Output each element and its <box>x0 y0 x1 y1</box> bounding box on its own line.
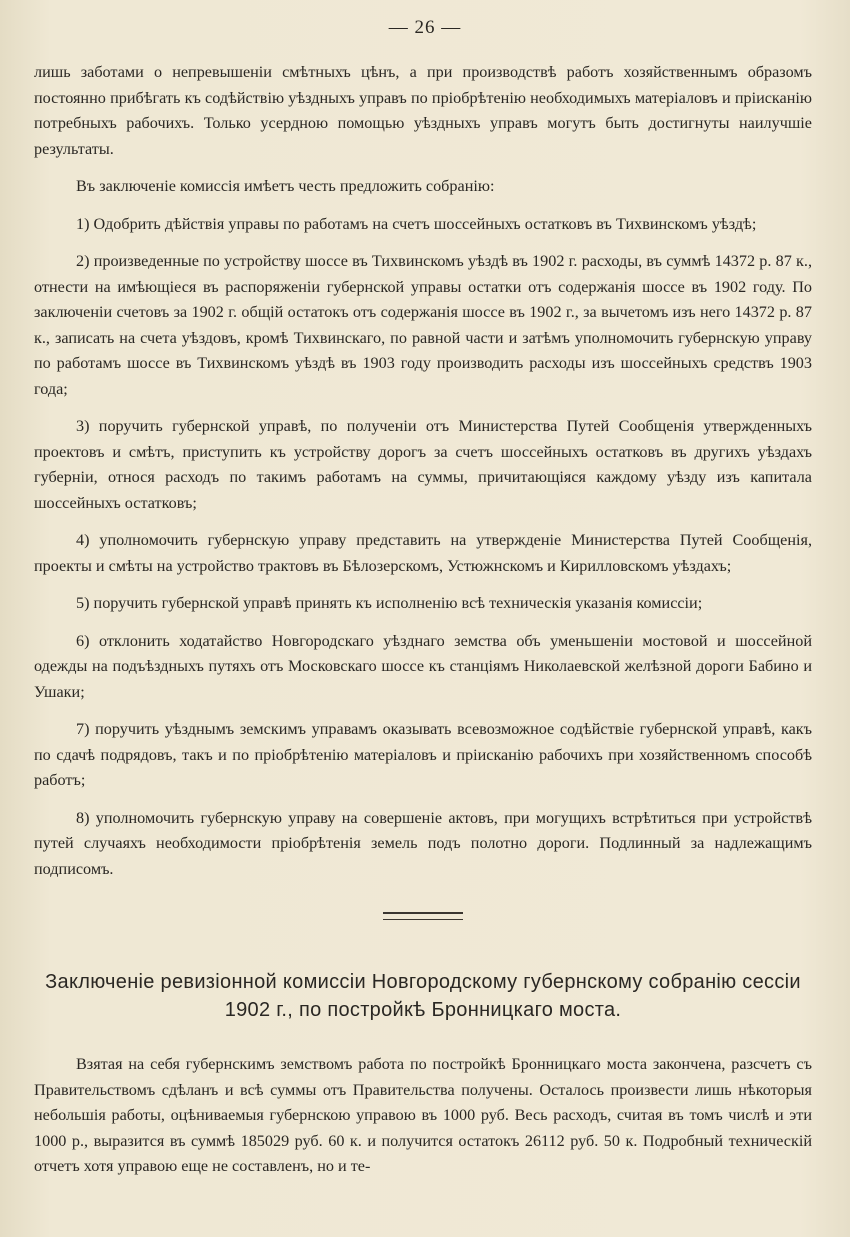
list-item-2: 2) произведенные по устройству шоссе въ Тихвинскомъ уѣздѣ въ 1902 г. расходы, въ суммѣ 14372 р. 87 к., отнести на имѣющiеся въ распоряженiи губернской управы остатки отъ содержанiя шоссе въ 1902 году. По заключенiи счетовъ за 1902 г. общiй остатокъ отъ содержанiя шоссе въ 1902 г., за вычетомъ изъ него 14372 р. 87 к., записать на счета уѣздовъ, кромѣ Тихвинскаго, по равной части и затѣмъ уполномочить губернскую управу по работамъ шоссе въ Тихвинскомъ уѣздѣ въ 1903 году производить расходы изъ шоссейныхъ средствъ 1903 года; <box>34 252 812 398</box>
paragraph-continuation: лишь заботами о непревышенiи смѣтныхъ цѣнъ, а при производствѣ работъ хозяйственнымъ образомъ постоянно прибѣгать къ содѣйствiю уѣздныхъ управъ по прiобрѣтенiю необходимыхъ матерiаловъ и прiисканiю потребныхъ рабочихъ. Только усердною помощью уѣздныхъ управъ могутъ быть достигнуты наилучшiе результаты. <box>34 63 812 158</box>
paragraph-bridge: Взятая на себя губернскимъ земствомъ работа по постройкѣ Бронницкаго моста закончена, разсчетъ съ Правительствомъ сдѣланъ и всѣ суммы отъ Правительства получены. Осталось произвести лишь нѣкоторыя небольшiя работы, оцѣниваемыя губернскою управою въ 1000 руб. Весь расходъ, считая въ томъ числѣ и эти 1000 р., выразится въ суммѣ 185029 руб. 60 к. и получится остатокъ 26112 руб. 50 к. Подробный техническiй отчетъ хотя управою еще не составленъ, но и те- <box>34 1055 812 1175</box>
list-item-5: 5) поручить губернской управѣ принять къ исполненiю всѣ техническiя указанiя комиссiи; <box>76 594 703 612</box>
paragraph-intro: Въ заключенiе комиссiя имѣетъ честь предложить собранiю: <box>76 177 495 195</box>
list-item-3: 3) поручить губернской управѣ, по полученiи отъ Министерства Путей Сообщенiя утвержденныхъ проектовъ и смѣтъ, приступить къ устройству дорогъ за счетъ шоссейныхъ остатковъ въ другихъ уѣздахъ губернiи, относя расходъ по такимъ работамъ на суммы, причитающiяся каждому уѣзду изъ капитала шоссейныхъ остатковъ; <box>34 417 812 512</box>
list-item-1: 1) Одобрить дѣйствiя управы по работамъ на счетъ шоссейныхъ остатковъ въ Тихвинскомъ уѣздѣ; <box>76 214 757 233</box>
list-item-7: 7) поручить уѣзднымъ земскимъ управамъ оказывать всевозможное содѣйствiе губернской управѣ, какъ по сдачѣ подрядовъ, такъ и по прiобрѣтенiю матерiаловъ и прiисканiю рабочихъ при хозяйственномъ способѣ работъ; <box>34 720 812 789</box>
section-divider <box>383 912 463 920</box>
section-heading: Заключенiе ревизiонной комиссiи Новгородскому губернскому собранiю сессiи 1902 г., по постройкѣ Бронницкаго моста. <box>45 971 801 1021</box>
list-item-8: 8) уполномочить губернскую управу на совершенiе актовъ, при могущихъ встрѣтиться при устройствѣ путей случаяхъ необходимости прiобрѣтенiя земель подъ полотно дороги. Подлинный за надлежащимъ подписомъ. <box>34 808 812 878</box>
document-body <box>34 60 812 1180</box>
list-item-6: 6) отклонить ходатайство Новгородскаго уѣзднаго земства объ уменьшенiи мостовой и шоссейной одежды на подъѣздныхъ путяхъ отъ Московскаго шоссе къ станцiямъ Николаевской желѣзной дороги Бабино и Ушаки; <box>34 631 812 701</box>
page-number: — 26 — <box>388 17 462 38</box>
list-item-4: 4) уполномочить губернскую управу представить на утвержденiе Министерства Путей Сообщенiя, проекты и смѣты на устройство трактовъ въ Бѣлозерскомъ, Устюжнскомъ и Кирилловскомъ уѣздахъ; <box>34 531 812 575</box>
